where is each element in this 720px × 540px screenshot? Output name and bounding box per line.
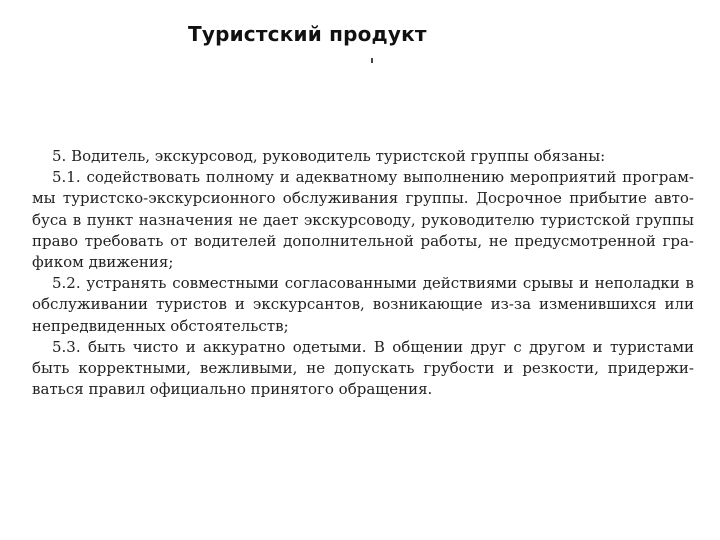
clause-5-1-line-2: мы туристско-экскурсионного обслуживания группы. Досрочное прибытие авто- bbox=[32, 189, 694, 208]
slide-title: Туристский продукт bbox=[188, 22, 427, 46]
document-body bbox=[32, 146, 694, 400]
clause-5-3-line-1: 5.3. быть чисто и аккуратно одетыми. В общении друг с другом и туристами bbox=[52, 337, 694, 356]
clause-5-3-line-2: быть корректными, вежливыми, не допускать грубости и резкости, придержи- bbox=[32, 359, 694, 378]
clause-5-1-line-1: 5.1. содействовать полному и адекватному выполнению мероприятий програм- bbox=[52, 168, 694, 187]
paragraph-intro: 5. Водитель, экскурсовод, руководитель туристской группы обязаны: bbox=[52, 147, 606, 165]
clause-5-2-line-1: 5.2. устранять совместными согласованными действиями срывы и неполадки в bbox=[52, 274, 694, 293]
stray-mark bbox=[371, 58, 373, 63]
clause-5-1-line-3: буса в пункт назначения не дает экскурсоводу, руководителю туристской группы bbox=[32, 210, 694, 229]
clause-5-3-line-3: ваться правил официально принятого обращения. bbox=[32, 380, 433, 399]
clause-5-1-line-5: фиком движения; bbox=[32, 253, 174, 272]
clause-5-2-line-3: непредвиденных обстоятельств; bbox=[32, 316, 289, 335]
clause-5-2-line-2: обслуживании туристов и экскурсантов, возникающие из-за изменившихся или bbox=[32, 295, 694, 314]
clause-5-1-line-4: право требовать от водителей дополнительной работы, не предусмотренной гра- bbox=[32, 231, 694, 250]
